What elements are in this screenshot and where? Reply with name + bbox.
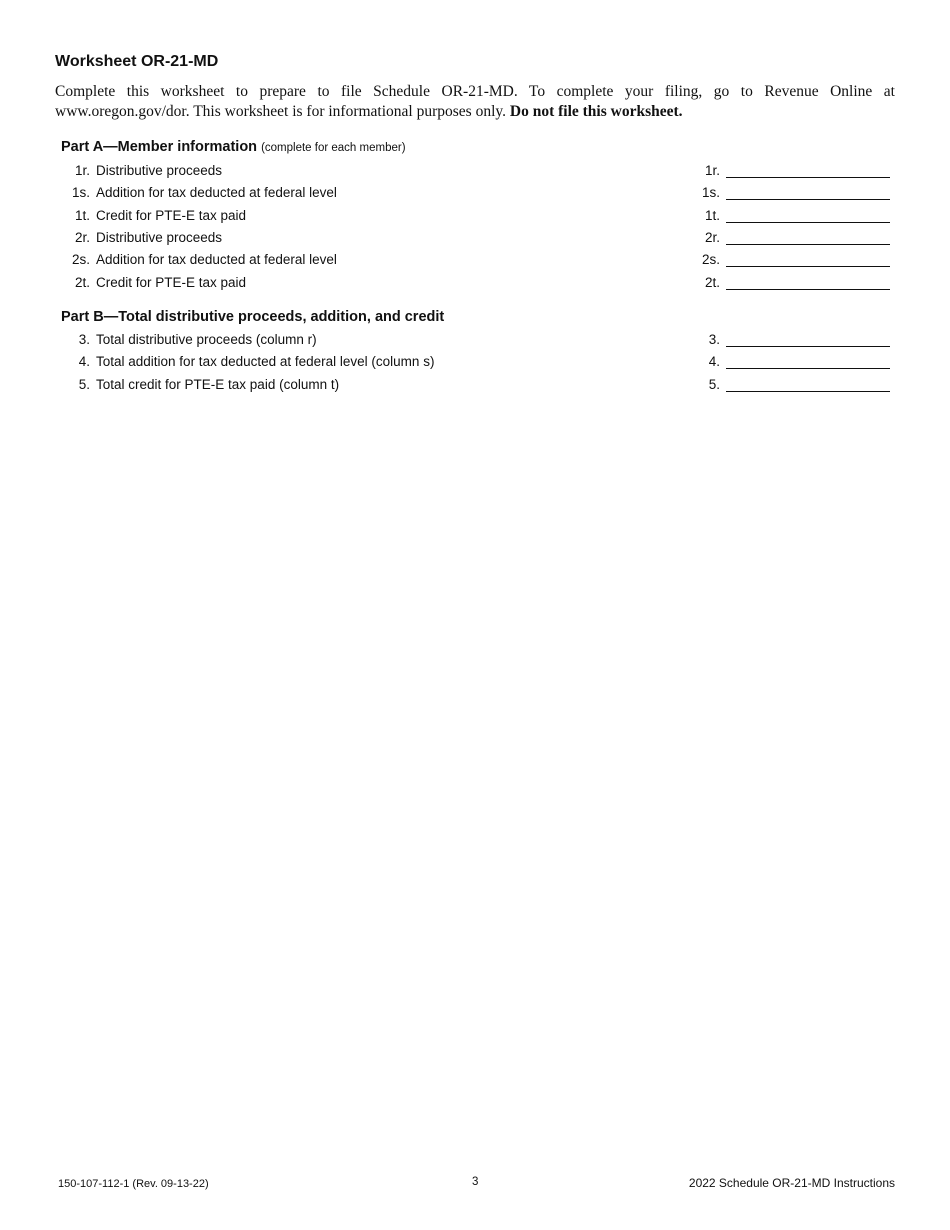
part-b-heading xyxy=(61,309,444,325)
line-number: 1t. xyxy=(74,208,90,223)
line-description: Distributive proceeds xyxy=(96,230,223,245)
line-3 xyxy=(0,332,950,354)
line-reference: 3. xyxy=(708,332,720,347)
line-1s xyxy=(0,185,950,207)
line-1t xyxy=(0,208,950,230)
line-4 xyxy=(0,354,950,376)
line-number: 2s. xyxy=(71,252,90,267)
intro-text: Complete this worksheet to prepare to file Schedule OR-21-MD. To complete your filing, go to Revenue Online at www.oregon.gov/dor. This worksheet is for informational purposes only. xyxy=(55,83,895,120)
intro-paragraph xyxy=(55,82,895,121)
line-reference: 1s. xyxy=(701,185,720,200)
line-description: Total addition for tax deducted at federal level (column s) xyxy=(96,354,435,369)
line-description: Addition for tax deducted at federal level xyxy=(96,252,337,267)
line-1r-entry-field[interactable] xyxy=(726,177,890,178)
intro-bold-note: Do not file this worksheet. xyxy=(509,102,683,120)
footer-page-number: 3 xyxy=(472,1176,479,1188)
line-4-entry-field[interactable] xyxy=(726,368,890,369)
line-number: 3. xyxy=(78,332,90,347)
line-number: 4. xyxy=(78,354,90,369)
line-description: Total credit for PTE-E tax paid (column t) xyxy=(96,377,340,392)
part-a-title: Part A—Member information xyxy=(61,139,258,155)
line-reference: 1r. xyxy=(704,163,720,178)
worksheet-title: Worksheet OR-21-MD xyxy=(55,53,219,70)
line-description: Credit for PTE-E tax paid xyxy=(96,208,247,223)
line-2s xyxy=(0,252,950,274)
line-reference: 2s. xyxy=(701,252,720,267)
line-reference: 2t. xyxy=(704,275,720,290)
line-reference: 2r. xyxy=(704,230,720,245)
line-number: 1s. xyxy=(71,185,90,200)
line-number: 5. xyxy=(78,377,90,392)
line-description: Total distributive proceeds (column r) xyxy=(96,332,317,347)
line-reference: 4. xyxy=(708,354,720,369)
footer-form-number: 150-107-112-1 (Rev. 09-13-22) xyxy=(58,1178,209,1190)
line-2s-entry-field[interactable] xyxy=(726,266,890,267)
line-description: Credit for PTE-E tax paid xyxy=(96,275,247,290)
line-2t-entry-field[interactable] xyxy=(726,289,890,290)
line-description: Distributive proceeds xyxy=(96,163,223,178)
line-reference: 5. xyxy=(708,377,720,392)
part-b-title: Part B—Total distributive proceeds, addition, and credit xyxy=(61,309,445,325)
line-description: Addition for tax deducted at federal level xyxy=(96,185,337,200)
footer-document-title: 2022 Schedule OR-21-MD Instructions xyxy=(688,1176,895,1190)
part-a-note: (complete for each member) xyxy=(261,142,406,154)
line-number: 2r. xyxy=(74,230,90,245)
line-2r xyxy=(0,230,950,252)
line-reference: 1t. xyxy=(704,208,720,223)
line-number: 2t. xyxy=(74,275,90,290)
line-2t xyxy=(0,275,950,297)
line-3-entry-field[interactable] xyxy=(726,346,890,347)
line-2r-entry-field[interactable] xyxy=(726,244,890,245)
line-1t-entry-field[interactable] xyxy=(726,222,890,223)
line-5-entry-field[interactable] xyxy=(726,391,890,392)
part-a-heading xyxy=(61,139,406,155)
line-1r xyxy=(0,163,950,185)
line-1s-entry-field[interactable] xyxy=(726,199,890,200)
line-number: 1r. xyxy=(74,163,90,178)
line-5 xyxy=(0,377,950,399)
